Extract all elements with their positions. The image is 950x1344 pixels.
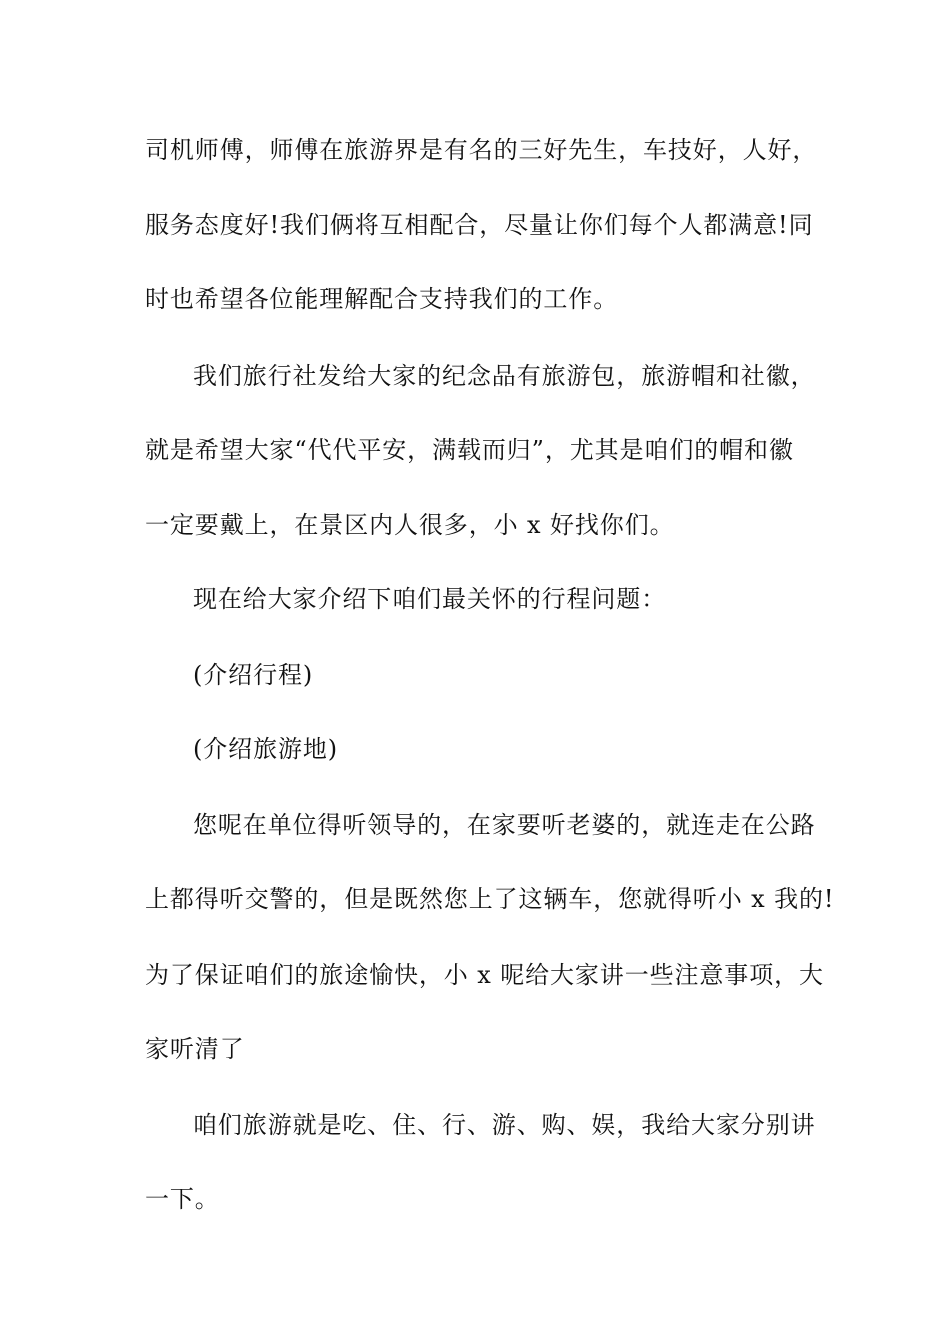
text-line: 司机师傅，师傅在旅游界是有名的三好先生，车技好，人好，	[145, 136, 818, 164]
text-line: 我们旅行社发给大家的纪念品有旅游包，旅游帽和社徽，	[193, 362, 816, 390]
text-line: 时也希望各位能理解配合支持我们的工作。	[145, 285, 619, 313]
text-line: 为了保证咱们的旅途愉快，小 x 呢给大家讲一些注意事项，大	[145, 961, 824, 989]
text-line: 现在给大家介绍下咱们最关怀的行程问题：	[193, 585, 667, 613]
text-line: 一定要戴上，在景区内人很多，小 x 好找你们。	[145, 511, 675, 539]
text-line: 您呢在单位得听领导的，在家要听老婆的，就连走在公路	[193, 811, 816, 839]
text-line: 上都得听交警的，但是既然您上了这辆车，您就得听小 x 我的!	[145, 885, 835, 913]
text-line: 咱们旅游就是吃、住、行、游、购、娱，我给大家分别讲	[193, 1111, 816, 1139]
text-line: 一下。	[145, 1185, 220, 1213]
text-line: 家听清了	[145, 1035, 245, 1063]
text-line: 服务态度好!我们俩将互相配合，尽量让你们每个人都满意!同	[145, 211, 814, 239]
text-line: (介绍行程)	[193, 661, 314, 689]
text-line: (介绍旅游地)	[193, 735, 339, 763]
text-line: 就是希望大家“代代平安，满载而归”，尤其是咱们的帽和徽	[145, 436, 794, 464]
